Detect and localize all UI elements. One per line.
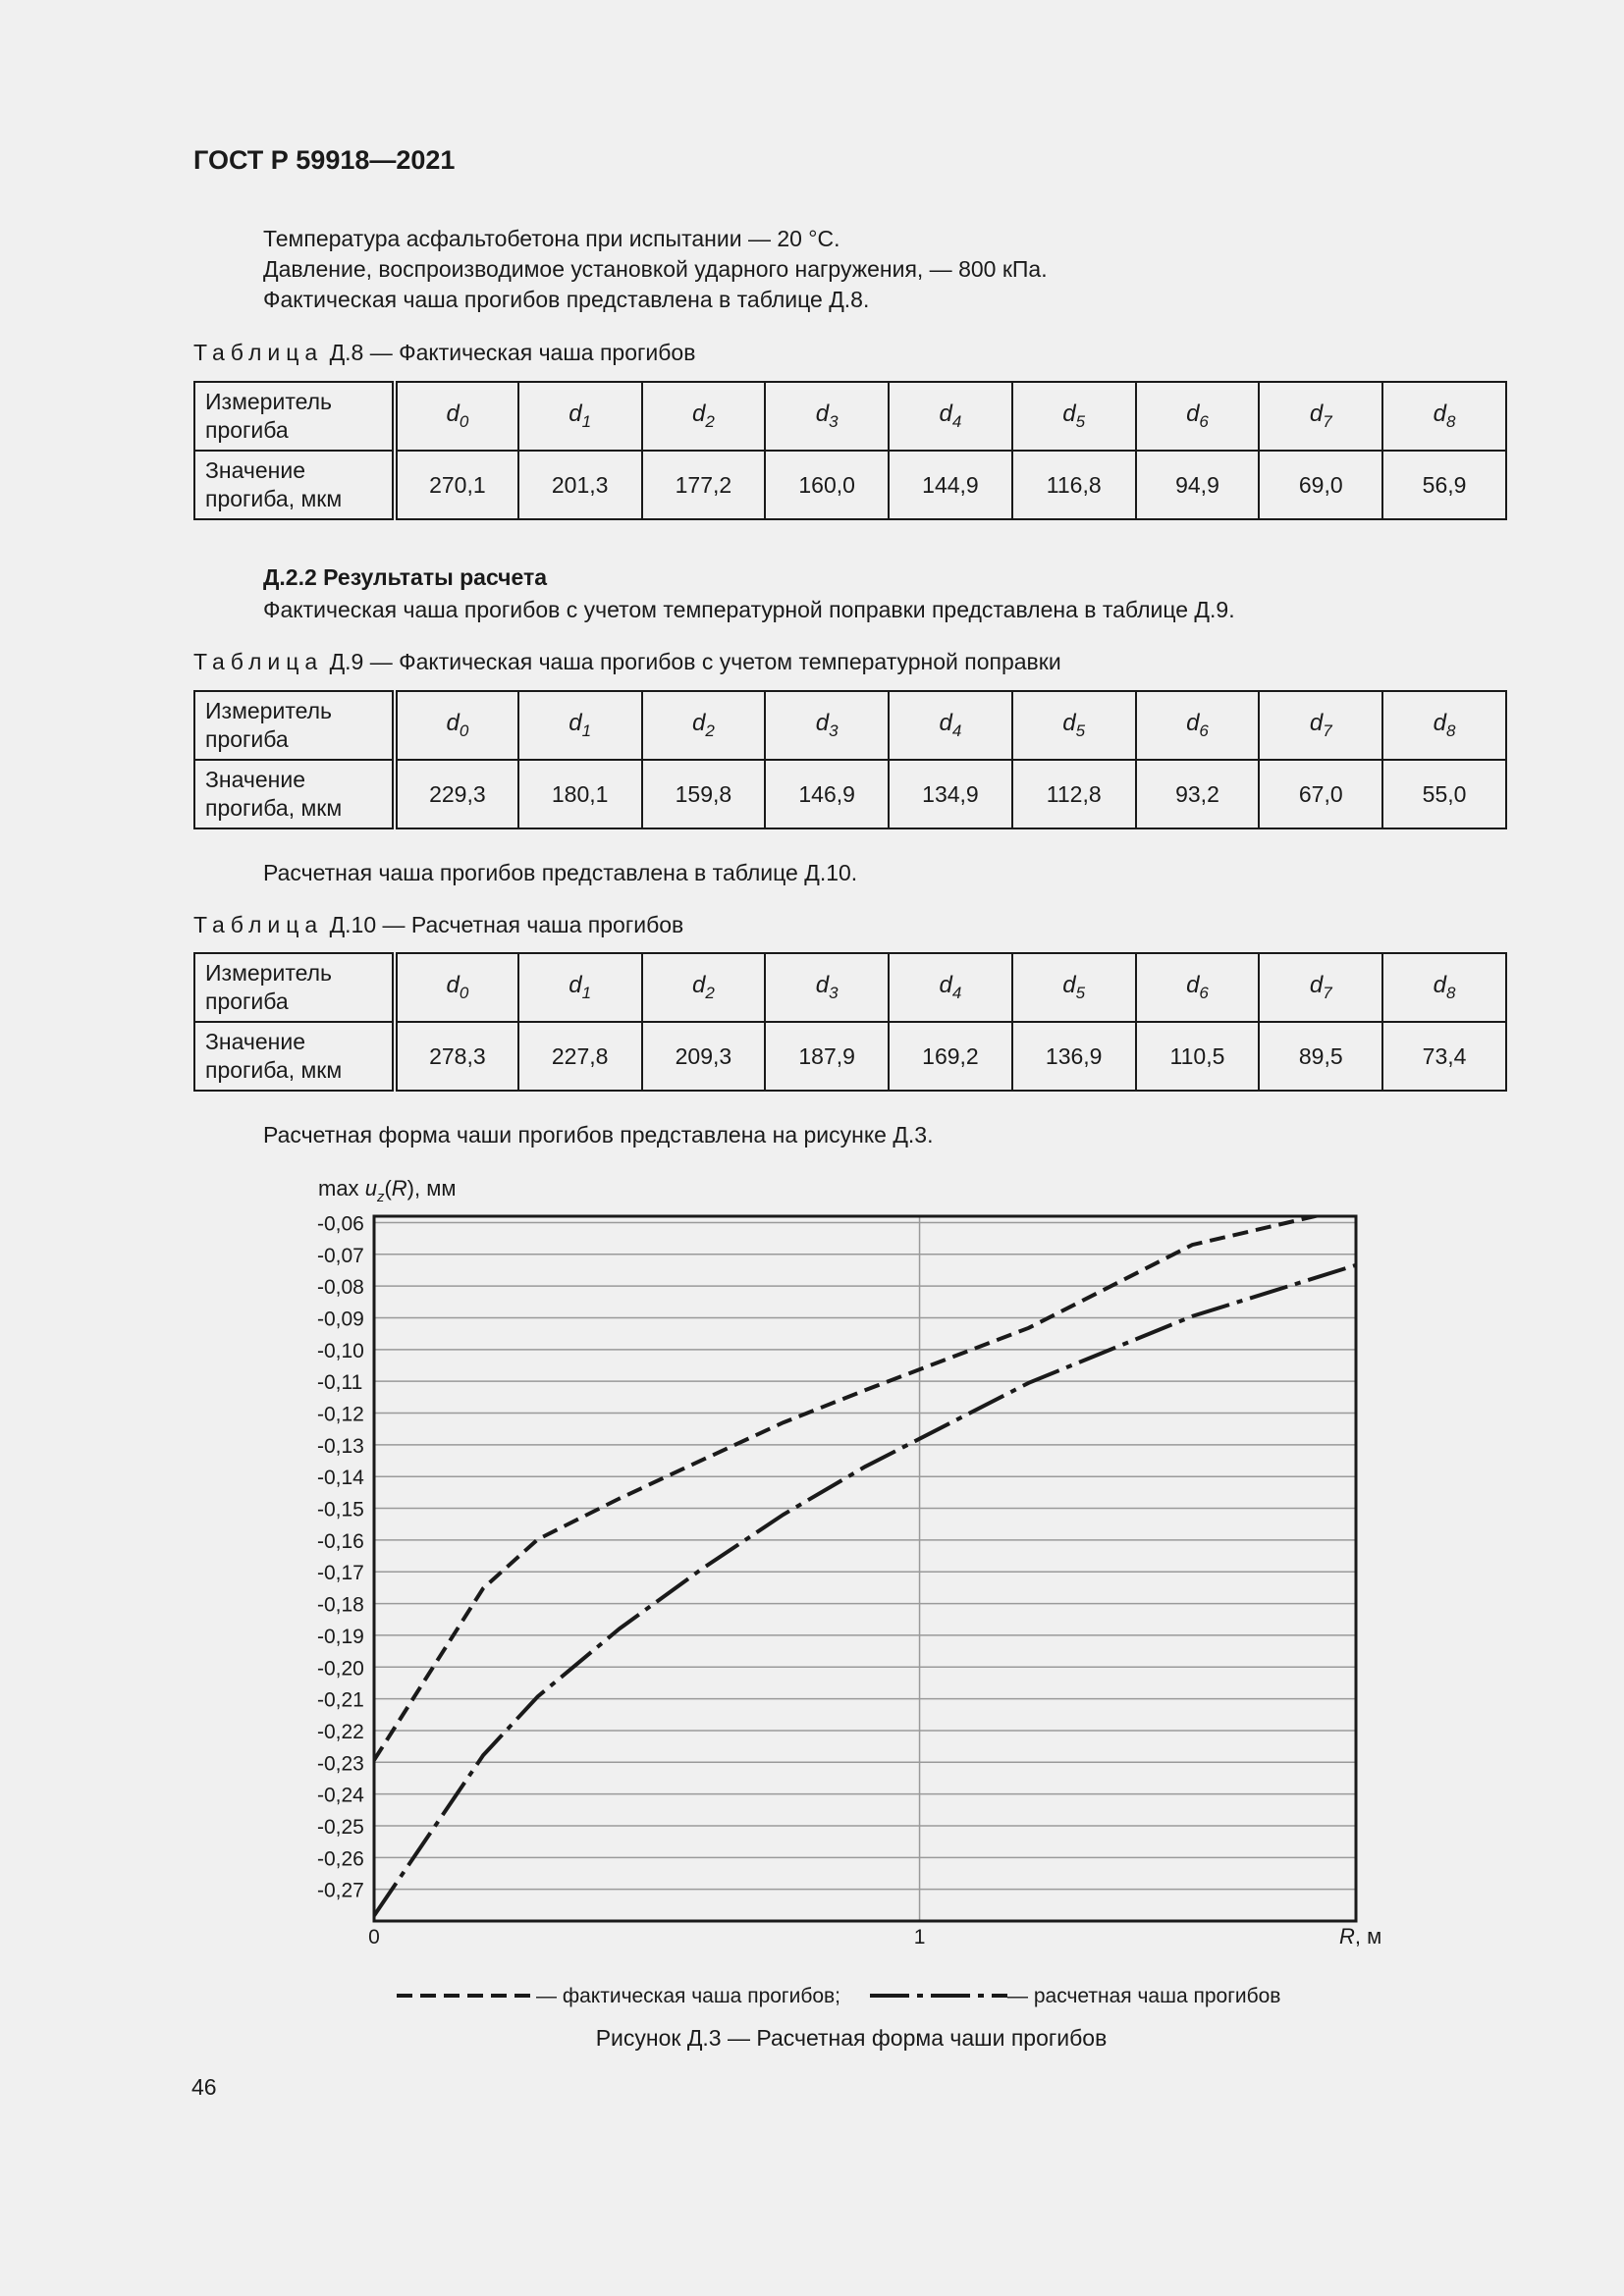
series-line-calculated: [374, 1265, 1356, 1916]
gauge-d5: $d_5$: [1012, 691, 1136, 760]
y-tick-label: -0,26: [317, 1847, 364, 1871]
row-label: Значение прогиба, мкм: [194, 760, 395, 828]
legend-label-calculated: — расчетная чаша прогибов: [1007, 1985, 1281, 2007]
document-header: ГОСТ Р 59918—2021: [193, 145, 456, 175]
gauge-d2: $d_2$: [642, 382, 766, 451]
table-cell: 136,9: [1012, 1022, 1136, 1091]
y-tick-label: -0,14: [317, 1467, 364, 1490]
table-cell: 187,9: [765, 1022, 889, 1091]
y-tick-label: -0,10: [317, 1339, 364, 1362]
legend-label-actual: — фактическая чаша прогибов;: [536, 1985, 841, 2007]
grid: [374, 1216, 1356, 1921]
x-axis-label: R, м: [1339, 1924, 1382, 1949]
gauge-d8: $d_8$: [1382, 382, 1506, 451]
y-tick-label: -0,06: [317, 1212, 364, 1236]
table-cell: 229,3: [395, 760, 518, 828]
y-tick-label: -0,08: [317, 1276, 364, 1300]
calc-text: Расчетная чаша прогибов представлена в таблице Д.10.: [263, 860, 858, 885]
intro-line-3: Фактическая чаша прогибов представлена в таблице Д.8.: [263, 287, 870, 312]
y-tick-label: -0,16: [317, 1529, 364, 1553]
series-lines: [374, 1206, 1356, 1915]
intro-line-2: Давление, воспроизводимое установкой ударного нагружения, — 800 кПа.: [263, 256, 1048, 282]
y-tick-label: -0,25: [317, 1815, 364, 1839]
gauge-d3: $d_3$: [765, 691, 889, 760]
gauge-d3: $d_3$: [765, 953, 889, 1022]
y-tick-label: -0,17: [317, 1562, 364, 1585]
table-cell: 134,9: [889, 760, 1012, 828]
table-cell: 209,3: [642, 1022, 766, 1091]
section-heading: Д.2.2 Результаты расчета: [263, 564, 548, 590]
y-tick-label: -0,21: [317, 1688, 364, 1712]
table-cell: 146,9: [765, 760, 889, 828]
table-cell: 67,0: [1259, 760, 1382, 828]
row-label: Измеритель прогиба: [194, 382, 395, 451]
x-tick-label: 1: [913, 1926, 926, 1949]
table-cell: 201,3: [518, 451, 642, 519]
table-cell: 169,2: [889, 1022, 1012, 1091]
gauge-d6: $d_6$: [1136, 691, 1260, 760]
table-cell: 116,8: [1012, 451, 1136, 519]
table-cell: 93,2: [1136, 760, 1260, 828]
row-label: Значение прогиба, мкм: [194, 451, 395, 519]
y-tick-label: -0,09: [317, 1308, 364, 1331]
table-cell: 94,9: [1136, 451, 1260, 519]
table-cell: 270,1: [395, 451, 518, 519]
y-tick-label: -0,19: [317, 1625, 364, 1648]
gauge-d6: $d_6$: [1136, 382, 1260, 451]
y-tick-label: -0,22: [317, 1720, 364, 1743]
table9-caption-word: Таблица: [193, 649, 324, 674]
figure-intro: Расчетная форма чаши прогибов представлена на рисунке Д.3.: [263, 1122, 934, 1148]
y-tick-label: -0,27: [317, 1879, 364, 1902]
x-tick-labels: [368, 1926, 925, 1949]
gauge-d6: $d_6$: [1136, 953, 1260, 1022]
y-tick-label: -0,23: [317, 1752, 364, 1776]
y-tick-label: -0,18: [317, 1593, 364, 1617]
table10-caption-text: Д.10 — Расчетная чаша прогибов: [323, 912, 684, 937]
table-cell: 159,8: [642, 760, 766, 828]
table-cell: 227,8: [518, 1022, 642, 1091]
gauge-d1: $d_1$: [518, 953, 642, 1022]
table-cell: 56,9: [1382, 451, 1506, 519]
table-cell: 144,9: [889, 451, 1012, 519]
section-text: Фактическая чаша прогибов с учетом температурной поправки представлена в таблице Д.9.: [263, 597, 1235, 622]
page-number: 46: [191, 2074, 217, 2100]
table-cell: 177,2: [642, 451, 766, 519]
gauge-d8: $d_8$: [1382, 691, 1506, 760]
table-cell: 278,3: [395, 1022, 518, 1091]
y-tick-label: -0,24: [317, 1784, 364, 1807]
table8-caption-text: Д.8 — Фактическая чаша прогибов: [323, 340, 696, 365]
row-label: Измеритель прогиба: [194, 691, 395, 760]
table-cell: 110,5: [1136, 1022, 1260, 1091]
gauge-d2: $d_2$: [642, 691, 766, 760]
gauge-d8: $d_8$: [1382, 953, 1506, 1022]
table-cell: 180,1: [518, 760, 642, 828]
gauge-d7: $d_7$: [1259, 691, 1382, 760]
table-cell: 112,8: [1012, 760, 1136, 828]
plot-frame: [374, 1216, 1356, 1921]
y-tick-label: -0,12: [317, 1403, 364, 1426]
table10-caption-word: Таблица: [193, 912, 324, 937]
table-cell: 69,0: [1259, 451, 1382, 519]
gauge-d0: $d_0$: [395, 953, 518, 1022]
y-axis-label: $\max u_z(R)$, мм: [318, 1176, 457, 1205]
x-tick-label: 0: [368, 1926, 380, 1949]
y-tick-label: -0,15: [317, 1498, 364, 1522]
table-cell: 160,0: [765, 451, 889, 519]
row-label: Измеритель прогиба: [194, 953, 395, 1022]
y-tick-label: -0,11: [317, 1371, 363, 1395]
gauge-d1: $d_1$: [518, 382, 642, 451]
table-cell: 55,0: [1382, 760, 1506, 828]
row-label: Значение прогиба, мкм: [194, 1022, 395, 1091]
y-tick-labels: [317, 1212, 364, 1901]
figure-caption: Рисунок Д.3 — Расчетная форма чаши прогибов: [595, 2025, 1108, 2051]
y-tick-label: -0,20: [317, 1657, 364, 1681]
y-tick-label: -0,07: [317, 1244, 364, 1267]
table-cell: 73,4: [1382, 1022, 1506, 1091]
intro-line-1: Температура асфальтобетона при испытании — 20 °C.: [263, 226, 840, 251]
table8-caption-word: Таблица: [193, 340, 324, 365]
series-line-actual: [374, 1206, 1356, 1760]
gauge-d0: $d_0$: [395, 382, 518, 451]
gauge-d7: $d_7$: [1259, 382, 1382, 451]
gauge-d5: $d_5$: [1012, 953, 1136, 1022]
gauge-d1: $d_1$: [518, 691, 642, 760]
gauge-d7: $d_7$: [1259, 953, 1382, 1022]
gauge-d3: $d_3$: [765, 382, 889, 451]
gauge-d2: $d_2$: [642, 953, 766, 1022]
table9-caption-text: Д.9 — Фактическая чаша прогибов с учетом температурной поправки: [323, 649, 1061, 674]
y-tick-label: -0,13: [317, 1434, 364, 1458]
gauge-d5: $d_5$: [1012, 382, 1136, 451]
gauge-d4: $d_4$: [889, 382, 1012, 451]
gauge-d0: $d_0$: [395, 691, 518, 760]
gauge-d4: $d_4$: [889, 691, 1012, 760]
table-cell: 89,5: [1259, 1022, 1382, 1091]
gauge-d4: $d_4$: [889, 953, 1012, 1022]
legend: [397, 1985, 1280, 2007]
